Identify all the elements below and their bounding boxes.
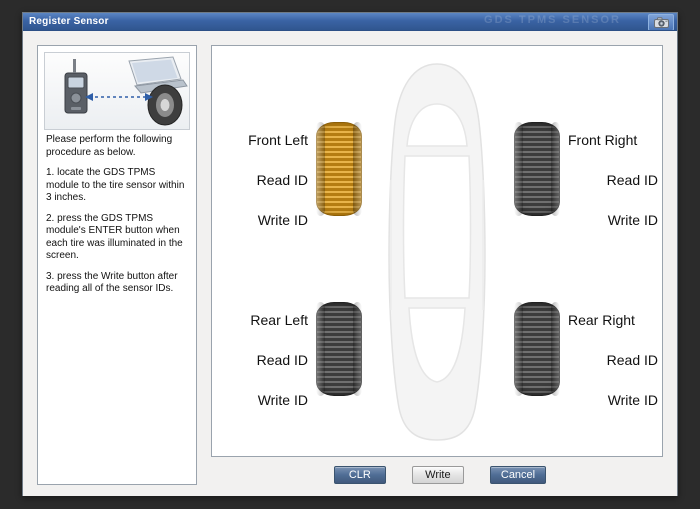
register-sensor-window xyxy=(22,12,678,496)
dialog-footer xyxy=(23,466,677,484)
tpms-module-illustration xyxy=(44,52,190,130)
front-left-read-id[interactable]: Read ID xyxy=(256,172,308,188)
rear-left-title: Rear Left xyxy=(250,312,308,328)
tire-sidewall-left xyxy=(316,302,325,396)
tire-sidewall-right xyxy=(353,302,362,396)
window-title: Register Sensor xyxy=(29,16,109,27)
screenshot-button[interactable] xyxy=(648,14,674,31)
window-content xyxy=(23,31,677,496)
rear-left-labels xyxy=(222,312,308,408)
front-left-write-id[interactable]: Write ID xyxy=(257,212,308,228)
titlebar-watermark: GDS TPMS SENSOR xyxy=(484,14,621,26)
rear-left-read-id[interactable]: Read ID xyxy=(256,352,308,368)
rear-right-write-id[interactable]: Write ID xyxy=(607,392,658,408)
instruction-step-2: 2. press the GDS TPMS module's ENTER button when each tire was illuminated in the screen. xyxy=(46,212,183,261)
write-button[interactable]: Write xyxy=(412,466,464,484)
wheel-front-right[interactable] xyxy=(514,122,560,216)
front-right-write-id[interactable]: Write ID xyxy=(607,212,658,228)
instructions-panel xyxy=(37,45,197,485)
rear-right-title: Rear Right xyxy=(568,312,635,328)
window-titlebar xyxy=(23,13,677,31)
camera-icon xyxy=(654,17,669,28)
rear-right-labels xyxy=(568,312,658,408)
tire-sidewall-left xyxy=(514,122,523,216)
instruction-intro: Please perform the following procedure as below. xyxy=(46,134,173,158)
front-right-title: Front Right xyxy=(568,132,638,148)
instruction-step-3: 3. press the Write button after reading all of the sensor IDs. xyxy=(46,270,178,294)
tire-sidewall-right xyxy=(353,122,362,216)
instructions-text xyxy=(38,130,196,296)
car-silhouette xyxy=(375,60,499,444)
front-right-read-id[interactable]: Read ID xyxy=(606,172,658,188)
vehicle-diagram-panel xyxy=(211,45,663,457)
front-right-labels xyxy=(568,132,658,228)
rear-right-read-id[interactable]: Read ID xyxy=(606,352,658,368)
cancel-button[interactable]: Cancel xyxy=(490,466,546,484)
front-left-labels xyxy=(222,132,308,228)
instruction-step-1: 1. locate the GDS TPMS module to the tire sensor within 3 inches. xyxy=(46,167,185,203)
clr-button[interactable]: CLR xyxy=(334,466,386,484)
wheel-rear-left[interactable] xyxy=(316,302,362,396)
tire-sidewall-left xyxy=(514,302,523,396)
tire-sidewall-right xyxy=(551,122,560,216)
tire-sidewall-left xyxy=(316,122,325,216)
rear-left-write-id[interactable]: Write ID xyxy=(257,392,308,408)
front-left-title: Front Left xyxy=(248,132,308,148)
wheel-front-left[interactable] xyxy=(316,122,362,216)
tire-sidewall-right xyxy=(551,302,560,396)
wheel-rear-right[interactable] xyxy=(514,302,560,396)
